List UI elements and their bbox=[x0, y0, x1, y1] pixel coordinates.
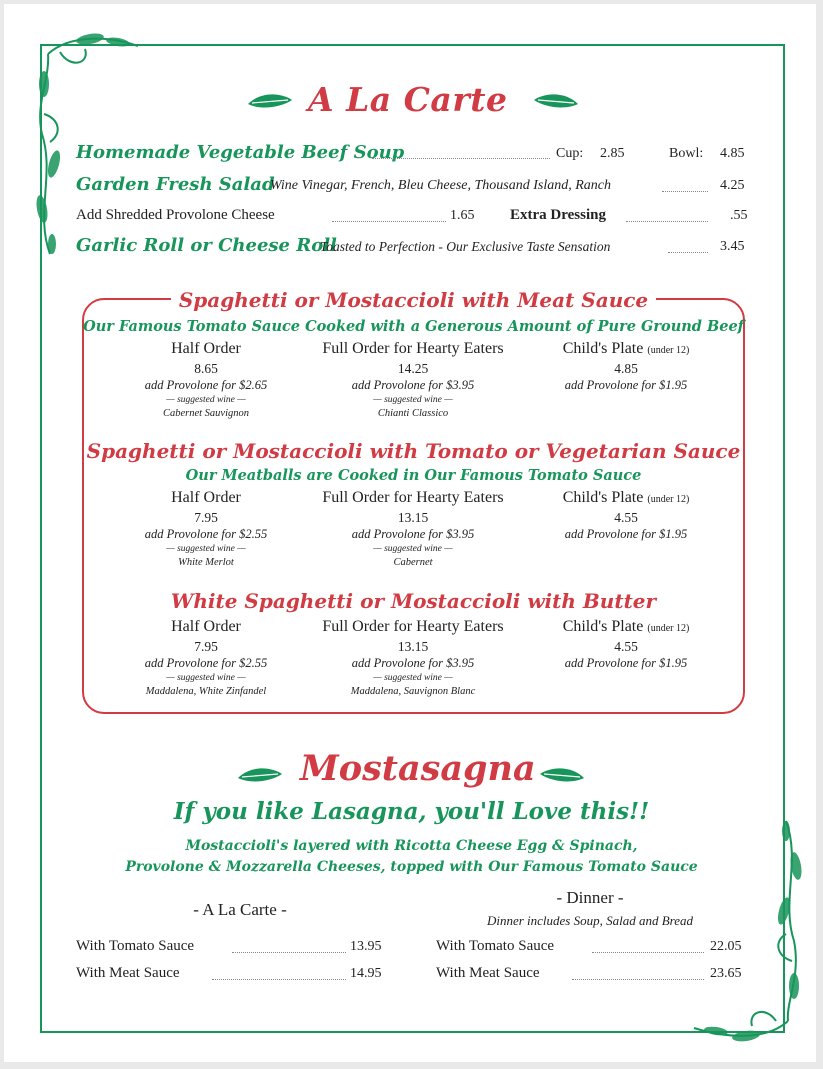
dressing-name: Extra Dressing bbox=[510, 207, 606, 223]
column-price: 4.55 bbox=[614, 510, 638, 525]
salad-desc: Wine Vinegar, French, Bleu Cheese, Thousand Island, Ranch bbox=[270, 178, 611, 193]
leader-dots bbox=[372, 158, 550, 159]
column-head: Half Order bbox=[171, 340, 241, 357]
column-head-label: Child's Plate bbox=[562, 618, 644, 635]
leaf-ornament-icon bbox=[246, 90, 294, 112]
dinner-item-name: With Tomato Sauce bbox=[436, 938, 555, 954]
provolone-addon: add Provolone for $2.55 bbox=[144, 527, 268, 541]
salad-name: Garden Fresh Salad bbox=[76, 174, 275, 195]
column-head: Full Order for Hearty Eaters bbox=[322, 489, 504, 506]
provolone-addon: add Provolone for $2.55 bbox=[144, 656, 268, 670]
alacarte-item-name: With Meat Sauce bbox=[76, 965, 180, 981]
suggested-wine-label: — suggested wine — bbox=[166, 544, 246, 554]
leader-dots bbox=[332, 221, 446, 222]
leader-dots bbox=[668, 252, 708, 253]
mostasagna-desc-1: Mostaccioli's layered with Ricotta Cheese Egg & Spinach, bbox=[185, 838, 638, 854]
alacarte-head: - A La Carte - bbox=[193, 900, 287, 919]
pasta-section-title bbox=[82, 288, 745, 312]
column-head-note: (under 12) bbox=[647, 494, 690, 505]
leaf-ornament-icon bbox=[532, 90, 580, 112]
suggested-wine: White Merlot bbox=[178, 557, 234, 568]
provolone-name: Add Shredded Provolone Cheese bbox=[76, 207, 275, 223]
column-head bbox=[506, 489, 746, 507]
column-price: 7.95 bbox=[194, 639, 218, 654]
column-head: Full Order for Hearty Eaters bbox=[322, 618, 504, 635]
column-head: Full Order for Hearty Eaters bbox=[322, 340, 504, 357]
column-price: 13.15 bbox=[397, 639, 429, 654]
pasta-section-title: Spaghetti or Mostaccioli with Tomato or Vegetarian Sauce bbox=[86, 439, 741, 463]
roll-name: Garlic Roll or Cheese Roll bbox=[76, 235, 337, 256]
leader-dots bbox=[626, 221, 708, 222]
column-head-label: Child's Plate bbox=[562, 340, 644, 357]
dinner-item-price: 23.65 bbox=[710, 966, 742, 981]
alacarte-item-price: 14.95 bbox=[350, 966, 382, 981]
bowl-price: 4.85 bbox=[720, 146, 745, 161]
salad-price: 4.25 bbox=[720, 178, 745, 193]
provolone-addon: add Provolone for $1.95 bbox=[564, 378, 688, 392]
suggested-wine: Cabernet bbox=[393, 557, 433, 568]
suggested-wine: Maddalena, Sauvignon Blanc bbox=[350, 686, 476, 697]
suggested-wine-label: — suggested wine — bbox=[166, 395, 246, 405]
suggested-wine-label: — suggested wine — bbox=[373, 395, 453, 405]
dinner-head: - Dinner - bbox=[556, 888, 624, 907]
dressing-price: .55 bbox=[730, 208, 748, 223]
provolone-addon: add Provolone for $3.95 bbox=[351, 378, 475, 392]
provolone-addon: add Provolone for $2.65 bbox=[144, 378, 268, 392]
column-head bbox=[506, 618, 746, 636]
mostasagna-desc-2: Provolone & Mozzarella Cheeses, topped with Our Famous Tomato Sauce bbox=[125, 859, 698, 875]
leader-dots bbox=[662, 191, 708, 192]
provolone-addon: add Provolone for $1.95 bbox=[564, 527, 688, 541]
column-head-label: Child's Plate bbox=[562, 489, 644, 506]
mostasagna-title: Mostasagna bbox=[300, 748, 536, 789]
leader-dots bbox=[572, 979, 704, 980]
column-head bbox=[506, 340, 746, 358]
provolone-addon: add Provolone for $1.95 bbox=[564, 656, 688, 670]
dinner-note: Dinner includes Soup, Salad and Bread bbox=[486, 913, 694, 928]
provolone-addon: add Provolone for $3.95 bbox=[351, 656, 475, 670]
suggested-wine-label: — suggested wine — bbox=[373, 673, 453, 683]
column-price: 14.25 bbox=[397, 361, 429, 376]
alacarte-item-price: 13.95 bbox=[350, 939, 382, 954]
column-price: 4.55 bbox=[614, 639, 638, 654]
provolone-addon: add Provolone for $3.95 bbox=[351, 527, 475, 541]
column-head-note: (under 12) bbox=[647, 623, 690, 634]
leaf-ornament-icon bbox=[538, 764, 586, 786]
cup-label: Cup: bbox=[556, 146, 584, 161]
pasta-section-subtitle: Our Famous Tomato Sauce Cooked with a Generous Amount of Pure Ground Beef bbox=[83, 318, 744, 335]
leader-dots bbox=[592, 952, 704, 953]
cup-price: 2.85 bbox=[600, 146, 625, 161]
dinner-item-price: 22.05 bbox=[710, 939, 742, 954]
suggested-wine-label: — suggested wine — bbox=[373, 544, 453, 554]
suggested-wine: Maddalena, White Zinfandel bbox=[145, 686, 267, 697]
suggested-wine: Cabernet Sauvignon bbox=[162, 408, 250, 419]
column-price: 4.85 bbox=[614, 361, 638, 376]
a-la-carte-title: A La Carte bbox=[308, 80, 508, 119]
column-head-note: (under 12) bbox=[647, 345, 690, 356]
column-price: 8.65 bbox=[194, 361, 218, 376]
suggested-wine-label: — suggested wine — bbox=[166, 673, 246, 683]
roll-price: 3.45 bbox=[720, 239, 745, 254]
leader-dots bbox=[212, 979, 346, 980]
leaf-ornament-icon bbox=[236, 764, 284, 786]
suggested-wine: Chianti Classico bbox=[377, 408, 449, 419]
column-head: Half Order bbox=[171, 618, 241, 635]
provolone-price: 1.65 bbox=[450, 208, 475, 223]
column-price: 7.95 bbox=[194, 510, 218, 525]
pasta-section-title-text: Spaghetti or Mostaccioli with Meat Sauce bbox=[171, 288, 656, 312]
leader-dots bbox=[232, 952, 346, 953]
alacarte-item-name: With Tomato Sauce bbox=[76, 938, 195, 954]
roll-desc: Toasted to Perfection - Our Exclusive Taste Sensation bbox=[320, 239, 611, 254]
column-price: 13.15 bbox=[397, 510, 429, 525]
pasta-section-subtitle: Our Meatballs are Cooked in Our Famous Tomato Sauce bbox=[185, 467, 642, 484]
dinner-item-name: With Meat Sauce bbox=[436, 965, 540, 981]
mostasagna-tagline: If you like Lasagna, you'll Love this!! bbox=[173, 798, 650, 825]
pasta-section-title: White Spaghetti or Mostaccioli with Butter bbox=[170, 589, 657, 613]
bowl-label: Bowl: bbox=[669, 146, 704, 161]
soup-name: Homemade Vegetable Beef Soup bbox=[76, 142, 405, 163]
column-head: Half Order bbox=[171, 489, 241, 506]
